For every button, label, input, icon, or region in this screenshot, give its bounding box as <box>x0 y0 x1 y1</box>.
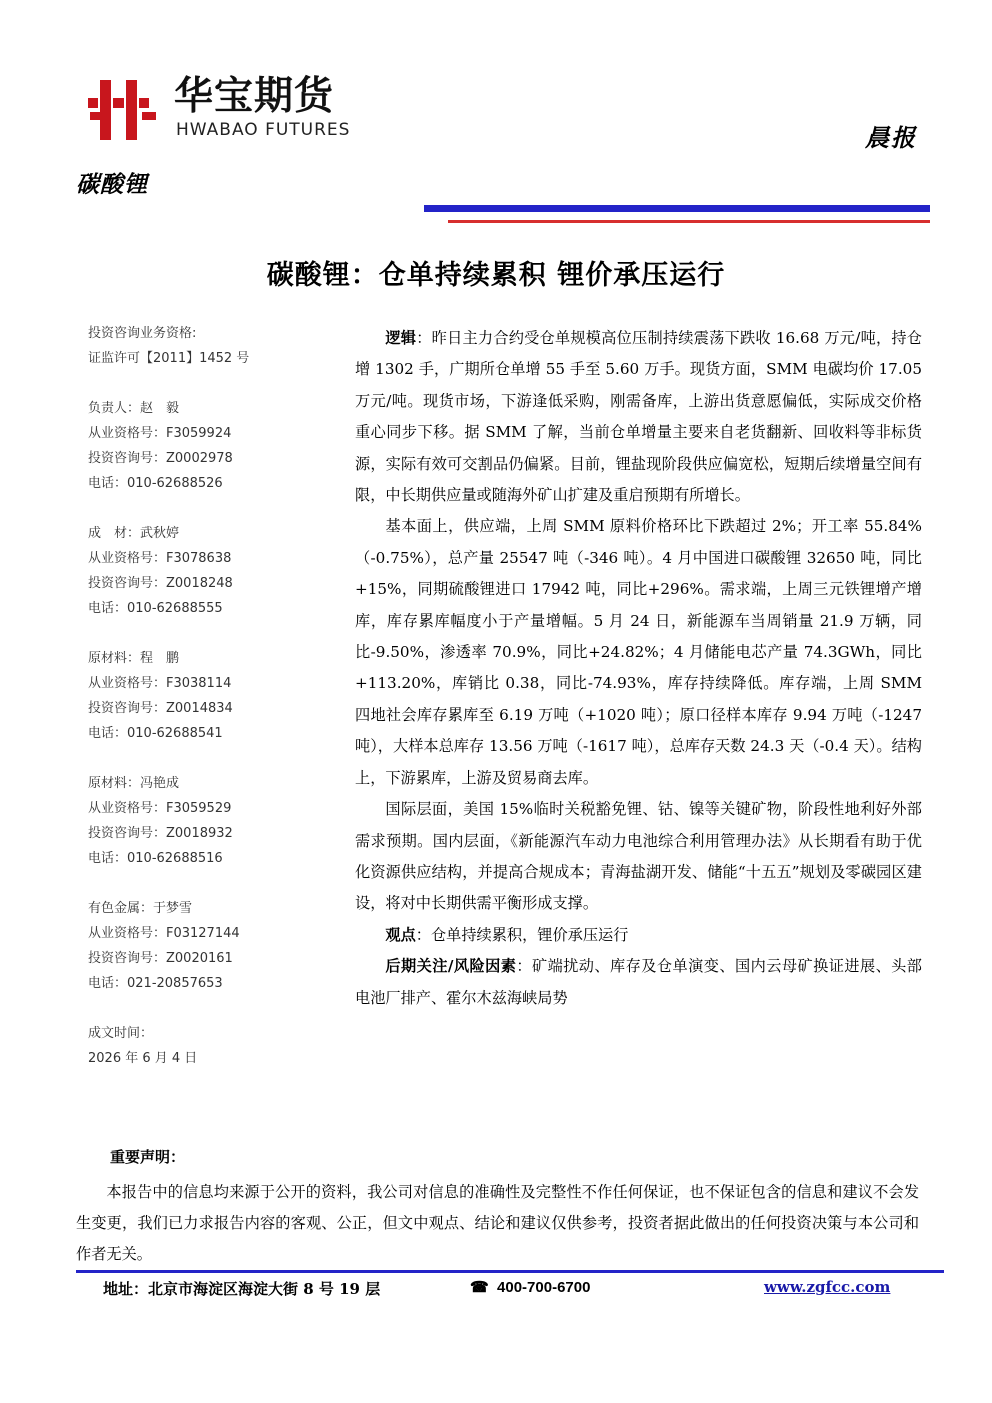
sidebar-group-analyst <box>88 896 328 996</box>
sidebar-line: 投资咨询号：Z0014834 <box>88 701 233 716</box>
sidebar-line: 负责人：赵 毅 <box>88 401 180 416</box>
report-body <box>355 323 922 1014</box>
paragraph-logic <box>355 323 922 511</box>
footer-phone <box>470 1278 590 1296</box>
sidebar-group-analyst <box>88 646 328 746</box>
category-label: 碳酸锂 <box>76 171 148 198</box>
sidebar-group-license <box>88 321 328 371</box>
sidebar-line: 投资咨询号：Z0018932 <box>88 826 233 841</box>
sidebar-line: 有色金属：于梦雪 <box>88 901 193 916</box>
sidebar-line: 2026 年 6 月 4 日 <box>88 1051 198 1066</box>
disclaimer-title: 重要声明： <box>110 1148 186 1166</box>
risk-text: ：矿端扰动、库存及仓单演变、国内云母矿换证进展、头部电池厂排产、霍尔木兹海峡局势 <box>355 957 922 1007</box>
view-text: ：仓单持续累积，锂价承压运行 <box>415 925 629 944</box>
sidebar-line: 从业资格号：F3078638 <box>88 551 232 566</box>
sidebar-group-analyst <box>88 771 328 871</box>
footer-website-link[interactable]: www.zgfcc.com <box>764 1278 891 1296</box>
phone-icon: ☎ <box>470 1279 489 1296</box>
sidebar-line: 从业资格号：F3059924 <box>88 426 232 441</box>
report-type: 晨报 <box>865 123 917 152</box>
sidebar-line: 投资咨询号：Z0020161 <box>88 951 233 966</box>
risk-label: 后期关注/风险因素 <box>385 957 517 976</box>
disclaimer-text: 本报告中的信息均来源于公开的资料，我公司对信息的准确性及完整性不作任何保证，也不保证包含的信息和建议不会发生变更，我们已力求报告内容的客观、公正，但文中观点、结论和建议仅供参考，投资者据此做出的任何投资决策与本公司和作者无关。 <box>76 1183 919 1263</box>
sidebar-line: 投资咨询业务资格: <box>88 326 197 341</box>
sidebar-line: 从业资格号：F3038114 <box>88 676 232 691</box>
paragraph-international: 国际层面，美国 15%临时关税豁免锂、钴、镍等关键矿物，阶段性地利好外部需求预期。国内层面，《新能源汽车动力电池综合利用管理办法》从长期看有助于优化资源供应结构，并提高合规成本；青海盐湖开发、储能“十五五”规划及零碳园区建设，将对中长期供需平衡形成支撑。 <box>355 800 922 913</box>
header-rule-blue <box>424 205 930 212</box>
sidebar-line: 电话：010-62688555 <box>88 601 223 616</box>
sidebar-line: 成文时间： <box>88 1026 154 1041</box>
sidebar-line: 从业资格号：F3059529 <box>88 801 232 816</box>
sidebar-line: 投资咨询号：Z0018248 <box>88 576 233 591</box>
paragraph-fundamentals: 基本面上，供应端，上周 SMM 原料价格环比下跌超过 2%；开工率 55.84%（-0.75%），总产量 25547 吨（-346 吨）。4 月中国进口碳酸锂 32650 吨，同比+15%，同期硫酸锂进口 17942 吨，同比+296%。需求端，上周三元铁锂增产增库，库存累库幅度小于产量增幅。5 月 24 日，新能源车当周销量 21.9 万辆，同比-9.50%，渗透率 70.9%，同比+24.82%；4 月储能电芯产量 74.3GWh，同比+113.20%，库销比 0.38，同比-74.93%，库存持续降低。库存端，上周 SMM 四地社会库存累库至 6.19 万吨（+1020 吨）；原口径样本库存 9.94 万吨（-1247 吨），大样本总库存 13.56 万吨（-1617 吨），总库存天数 24.3 天（-0.4 天）。结构上，下游累库，上游及贸易商去库。 <box>355 517 922 787</box>
company-name-en: HWABAO FUTURES <box>176 120 351 140</box>
company-logo <box>82 72 382 144</box>
company-logo-mark <box>82 76 164 142</box>
report-title: 碳酸锂：仓单持续累积 锂价承压运行 <box>266 260 726 291</box>
logic-text: ：昨日主力合约受仓单规模高位压制持续震荡下跌收 16.68 万元/吨，持仓增 1302 手，广期所仓单增 55 手至 5.60 万手。现货方面，SMM 电碳均价 17.05 万元/吨。现货市场，下游逢低采购，刚需备库，上游出货意愿偏低，实际成交价格重心同步下移。据 SMM 了解，当前仓单增量主要来自老货翻新、回收料等非标货源，实际有效可交割品仍偏紧。目前，锂盐现阶段供应偏宽松，短期后续增量空间有限，中长期供应量或随海外矿山扩建及重启预期有所增长。 <box>355 329 922 505</box>
sidebar-line: 原材料：冯艳成 <box>88 776 180 791</box>
sidebar-line: 成 材：武秋婷 <box>88 526 180 541</box>
footer-address: 地址：北京市海淀区海淀大街 8 号 19 层 <box>103 1280 381 1298</box>
analyst-sidebar <box>88 321 328 1071</box>
sidebar-group-date <box>88 1021 328 1071</box>
sidebar-line: 电话：010-62688516 <box>88 851 223 866</box>
sidebar-group-analyst <box>88 396 328 496</box>
sidebar-line: 证监许可【2011】1452 号 <box>88 351 250 366</box>
logic-label: 逻辑 <box>385 329 417 347</box>
sidebar-line: 原材料：程 鹏 <box>88 651 180 666</box>
sidebar-line: 投资咨询号：Z0002978 <box>88 451 233 466</box>
company-name-cn: 华宝期货 <box>174 74 335 119</box>
sidebar-line: 电话：010-62688526 <box>88 476 223 491</box>
sidebar-line: 电话：021-20857653 <box>88 976 223 991</box>
view-label: 观点 <box>385 925 416 944</box>
footer-rule <box>76 1270 944 1273</box>
sidebar-line: 从业资格号：F03127144 <box>88 926 240 941</box>
sidebar-group-analyst <box>88 521 328 621</box>
paragraph-risk <box>355 951 922 1014</box>
phone-number: 400-700-6700 <box>497 1279 591 1296</box>
header-rule-red <box>448 220 930 223</box>
paragraph-view <box>355 920 922 951</box>
sidebar-line: 电话：010-62688541 <box>88 726 223 741</box>
